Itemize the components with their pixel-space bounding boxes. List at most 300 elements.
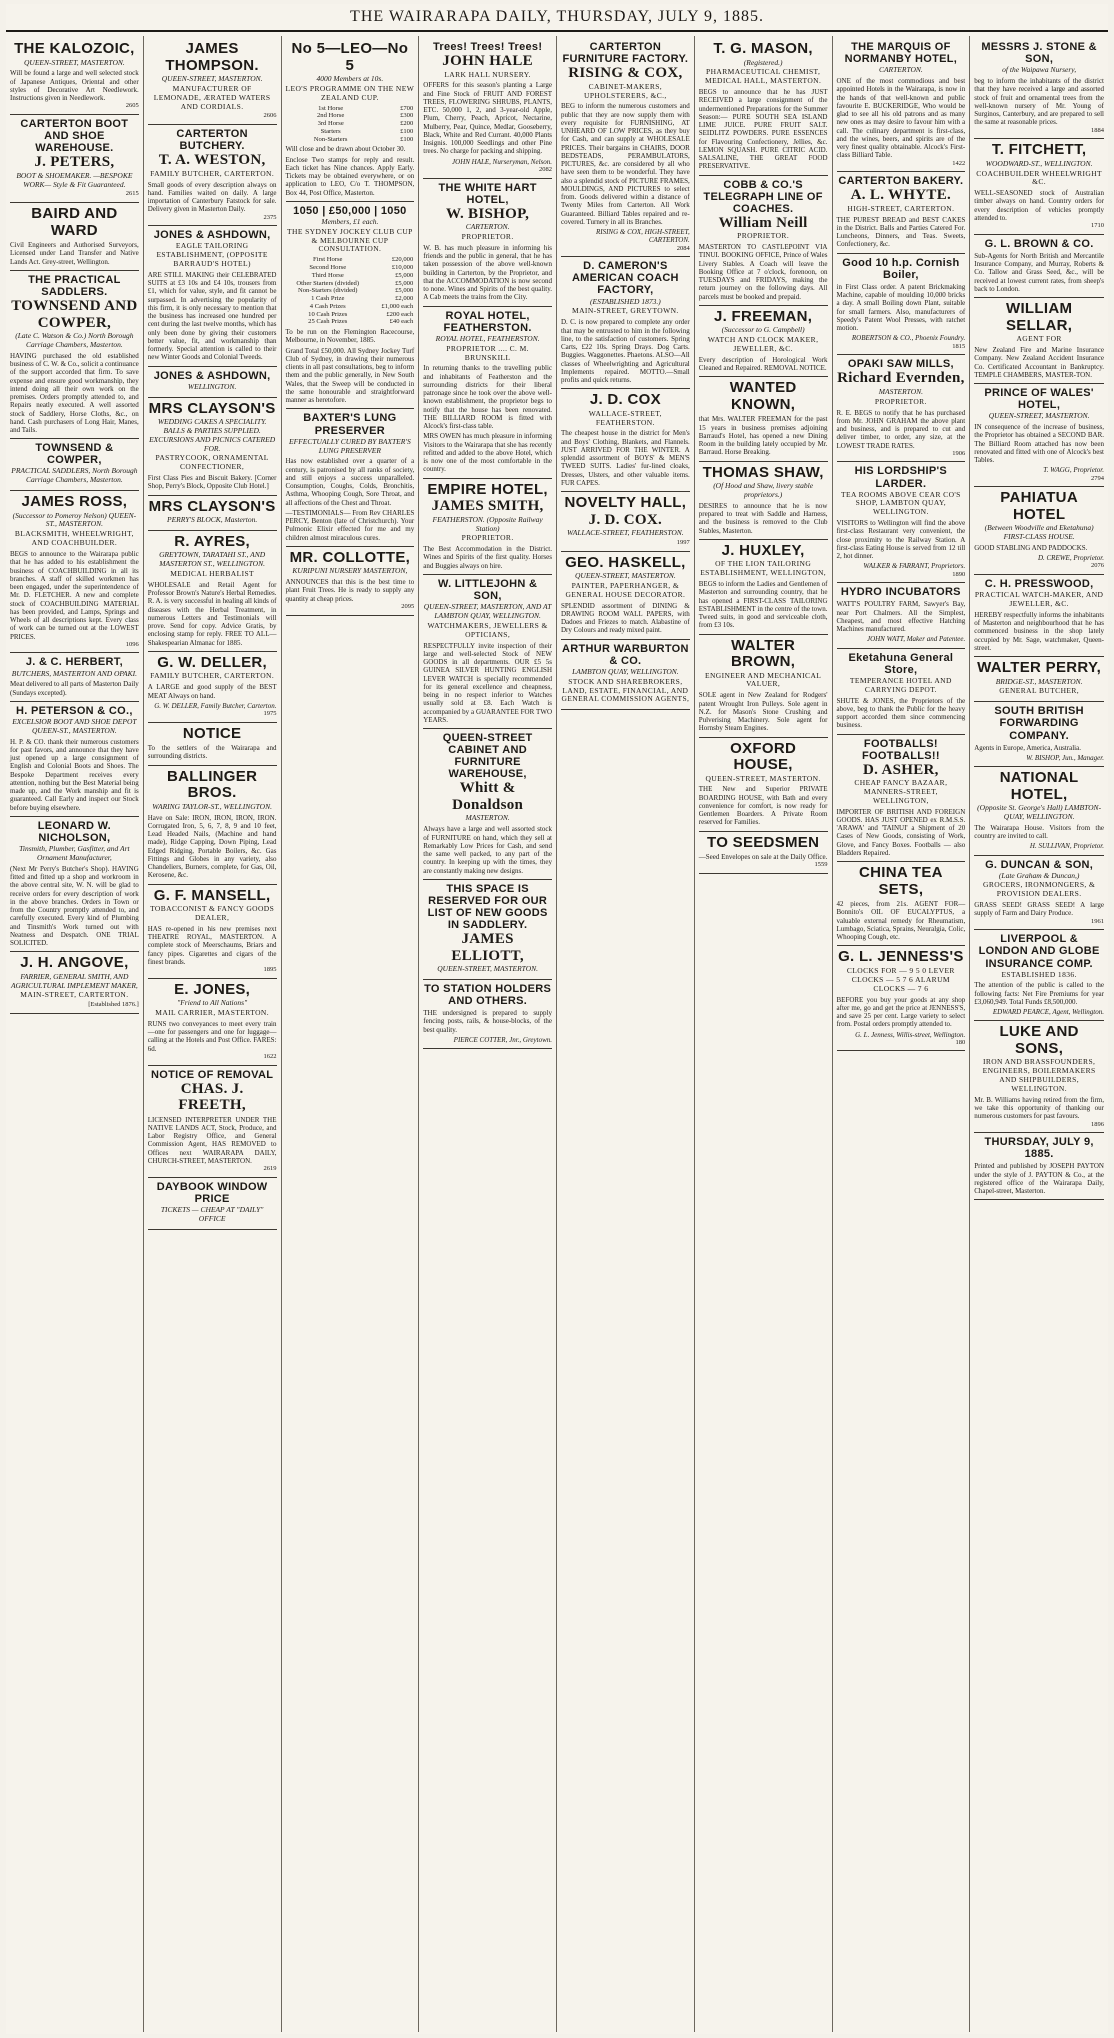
ad-body: that Mrs. WALTER FREEMAN for the past 15 years in business premises adjoining Barraud's Hotel, has opened a new Dining Room in the building lately occupied by Mr. Barraud. Horse Breaking. (698, 415, 828, 457)
ad-caption: OF THE LION TAILORING ESTABLISHMENT, WELLINGTON, (700, 559, 827, 578)
prize-amount: £200 each (386, 310, 414, 318)
ad-subheading: ROYAL HOTEL, FEATHERSTON. (435, 333, 540, 343)
ad-heading: SOUTH BRITISH FORWARDING COMPANY. (994, 705, 1084, 742)
ad-heading: THE PRACTICAL SADDLERS. (28, 273, 121, 298)
prize-amount: £1,000 each (381, 302, 414, 310)
ad-heading: MESSRS J. STONE & SON, (981, 41, 1097, 66)
advertisement (423, 980, 552, 1049)
ad-name: J. PETERS, (34, 154, 115, 171)
ad-body: D. C. is now prepared to complete any order that may be entrusted to him in the following line, to the satisfaction of customers. Spring Carts, £22 10s. Spring Drays. Dog Carts. Buggies. Waggonettes. Phaetons. ALSO—All classes of Wheelwrighting and Agricultural Implements repaired. MOTTO.—Small profits and quick returns. (561, 318, 690, 384)
ad-name: RISING & COX, (568, 65, 683, 82)
ad-subheading: Members, £1 each. (321, 216, 379, 226)
ad-subheading: QUEEN-STREET, MASTERTON, AND AT LAMBTON QUAY, WELLINGTON. (423, 602, 552, 620)
ad-heading: OPAKI SAW MILLS, (847, 358, 954, 371)
ad-subheading: KURIPUNI NURSERY MASTERTON, (292, 566, 408, 576)
prize-row (286, 128, 415, 136)
prize-row (286, 280, 415, 288)
ad-subheading: (Registered.) (743, 57, 783, 67)
advertisement (837, 254, 966, 356)
advertisement (974, 767, 1104, 855)
ad-body: Agents in Europe, America, Australia. (974, 743, 1081, 752)
prize-label: Non-Starters (divided) (297, 287, 358, 295)
advertisement (561, 552, 690, 640)
ad-subheading: QUEEN-STREET, MASTERTON. (574, 571, 676, 581)
prize-row (286, 272, 415, 280)
advertisement (837, 583, 966, 648)
ad-name: D. ASHER, (863, 761, 939, 778)
advertisement (423, 307, 552, 479)
advertisement (423, 479, 552, 575)
ad-heading: CARTERTON BUTCHERY. (176, 128, 248, 153)
advertisement (148, 979, 277, 1066)
advertisement (561, 389, 690, 492)
prize-row (286, 303, 415, 311)
ad-heading: Eketahuna General Store, (848, 651, 954, 676)
ad-subheading: CARTERTON. (878, 65, 923, 75)
ad-number: 1890 (952, 570, 966, 578)
advertisement (699, 540, 828, 635)
ad-body: (Next Mr Perry's Butcher's Shop). HAVING fitted and fitted up a shop and workroom in the above central site, W. N. will be glad to receive orders for every description of work in the above branches. Orders in Town or from the Country promptly attended to, and carefully executed. Every kind of Plumbing and Tinsmith's Work turned out with Neatness and Despatch. ONE TRIAL SOLICITED. (10, 864, 139, 947)
ad-caption: COACHBUILDER WHEELWRIGHT &C. (976, 168, 1102, 187)
ad-caption: LARK HALL NURSERY. (444, 69, 531, 79)
advertisement (699, 176, 828, 306)
ad-heading: WANTED KNOWN, (729, 379, 797, 413)
ad-number: 1096 (125, 640, 139, 648)
ad-heading: EMPIRE HOTEL, (427, 480, 548, 498)
advertisement (837, 735, 966, 863)
ad-caption: LEO'S PROGRAMME ON THE NEW ZEALAND CUP. (285, 83, 415, 102)
ad-name: W. BISHOP, (446, 205, 530, 222)
ad-heading: ROYAL HOTEL, FEATHERSTON. (443, 309, 532, 334)
ad-signature: T. WAGG, Proprietor. (1043, 466, 1104, 475)
advertisement (286, 202, 415, 410)
advertisement (286, 38, 415, 202)
ad-body: BEGS to announce to the Wairarapa public that he has added to his establishment the business of COACHBUILDING in all its branches. A staff of skilled workmen has been engaged, under the superintendence of Mr. D. FLETCHER. A new and complete stock of COACHBUILDING MATERIAL has been provided, and Lamps, Springs and Wheels of all descriptions kept. Every class of work can be turned out at the LOWEST PRICES. (10, 550, 139, 641)
ad-caption: MEDICAL HERBALIST (170, 569, 255, 579)
column-1 (6, 36, 144, 2032)
ad-body: A LARGE and good supply of the BEST MEAT Always on hand. (147, 683, 277, 700)
ad-subheading: QUEEN-STREET, MASTERTON. (23, 57, 125, 67)
ad-subheading: (Successor to G. Campbell) (721, 325, 805, 335)
ad-subheading: EFFECTUALLY CURED BY BAXTER'S LUNG PRESERVER (289, 436, 411, 455)
advertisement (699, 38, 828, 176)
prize-label: 1 Cash Prize (311, 295, 345, 303)
ad-caption: THE SYDNEY JOCKEY CLUB CUP & MELBOURNE CUP CONSULTATION. (287, 226, 413, 254)
ad-signature: D. CREWE, Proprietor. (1037, 554, 1104, 563)
ad-heading: J. & C. HERBERT, (25, 656, 123, 669)
ad-body: THE PUREST BREAD and BEST CAKES in the District. Balls and Parties Catered For. Luncheons, Dinners, and Teas. Sweets, Confectionery, &c. (836, 215, 966, 249)
prize-amount: £40 each (389, 318, 414, 326)
advertisement (837, 38, 966, 172)
ad-caption: GENERAL BUTCHER, (999, 686, 1080, 696)
advertisement (974, 657, 1104, 702)
ad-body: Mr. B. Williams having retired from the firm, we take this opportunity of thanking our numerous customers for past favours. (974, 1095, 1104, 1121)
ad-body: in First Class order. A patent Brickmaking Machine, capable of moulding 10,000 bricks a day. A small Boiling down Plant, suitable for small farmers. Also, manufacturers of Speedy's Patent Wool Presses, with ratchet motion. (836, 282, 966, 333)
ad-subheading: LAMBTON QUAY, WELLINGTON. (572, 666, 679, 676)
ad-body: Have on Sale: IRON, IRON, IRON, IRON. Corrugated Iron, 5, 6, 7, 8, 9 and 10 feet, Lead Headed Nails, (Machine and hand made), Ridge Capping, Down Piping, Lead Edged Ridging, Portable Boilers, &c. Gas Fittings and Globes in any variety, also Chandeliers, Burners, complete, for Gas, Oil, Kerosene, &c. (147, 813, 277, 880)
advertisement (974, 575, 1104, 657)
prize-row (286, 287, 415, 295)
advertisement (974, 702, 1104, 767)
ad-subheading: 4000 Members at 10s. (316, 74, 384, 83)
ad-caption: IRON AND BRASSFOUNDERS, ENGINEERS, BOILERMAKERS AND SHIPBUILDERS, WELLINGTON. (982, 1057, 1096, 1093)
ad-subheading: "Friend to All Nations" (177, 998, 248, 1008)
ad-name: A. L. WHYTE. (850, 187, 952, 204)
ad-caption: MAIN-STREET, GREYTOWN. (572, 306, 679, 316)
prize-amount: £5,000 (395, 279, 414, 287)
ad-caption: PAINTER, PAPERHANGER, & GENERAL HOUSE DECORATOR. (565, 581, 686, 599)
ad-name: Whitt & Donaldson (452, 780, 524, 813)
ad-body: The Best Accommodation in the District. Wines and Spirits of the first quality. Horses and Buggies always on hire. (423, 545, 552, 570)
ad-body: BEG to inform the numerous customers and public that they are now supply them with every requisite for FURNISHING, AT UNHEARD OF LOW PRICES, as they buy for Cash, and can supply at WHOLESALE PRICES. Their bargains in CHAIRS, DOOR BEDSTEADS, PERAMBULATORS, PICTURES, &c. are considered by all who have seen them to be wonderful. They have also a splendid stock of PICTURE FRAMES, MOULDINGS, AND PICTURES to select from. Goods delivered within a distance of Twenty Miles from Carterton. All Work Guaranteed. Billiard Tables repaired and re-covered. Turnery in all its Branches. (561, 102, 690, 226)
ad-number: 2615 (125, 190, 139, 198)
advertisement (423, 575, 552, 729)
ad-body: Sub-Agents for North British and Mercantile Insurance Company, and Murray, Roberts & Co. Tallow and Grass Seed, &c., will be received at lowest current rates, from sheep's back to London. (974, 251, 1104, 293)
ad-name: William Neill (718, 214, 808, 231)
ad-body: R. E. BEGS to notify that he has purchased from Mr. JOHN GRAHAM the above plant and business, and is prepared to cut and deliver timber, to order, any size, at the LOWEST TRADE RATES. (836, 408, 966, 450)
ad-body: RUNS two conveyances to meet every train—one for passengers and one for luggage—calling at the Hotels and Post Office. FARES: 6d. (147, 1019, 277, 1053)
ad-body: SPLENDID assortment of DINING & DRAWING ROOM WALL PAPERS, with Dadoes and Friezes to match. Alabastine of Dry Colours and ready mixed paint. (561, 601, 690, 635)
ad-caption: MAIN-STREET, CARTERTON. (20, 990, 129, 1000)
ad-heading: LIVERPOOL & LONDON AND GLOBE INSURANCE COMP. (978, 933, 1100, 970)
ad-heading: NOVELTY HALL, (564, 494, 687, 512)
ad-body: RESPECTFULLY invite inspection of their large and well-selected Stock of NEW GOODS in all departments. OUR £5 5s GUINEA SILVER HUNTING ENGLISH LEVER WATCH is specially recommended for its general excellence and cheapness, being in no respect inferior to Watches usually sold at £8. Each Watch is accompanied by a GUARANTEE FOR TWO YEARS. (423, 641, 552, 724)
ad-caption: CHEAP FANCY BAZAAR, MANNERS-STREET, WELLINGTON, (854, 778, 948, 805)
prize-label: First Horse (312, 256, 343, 264)
ad-name: CHAS. J. FREETH, (178, 1080, 246, 1114)
ad-caption: MAIL CARRIER, MASTERTON. (155, 1008, 269, 1017)
ad-body: IN consequence of the increase of business, the Proprietor has obtained a SECOND BAR. The Billiard Room attached has now been renovated and fitted with one of Alcock's best Tables. (974, 423, 1104, 465)
ad-subheading: WARING TAYLOR-ST., WELLINGTON. (152, 801, 272, 811)
ad-heading: COBB & CO.'S TELEGRAPH LINE OF COACHES. (703, 178, 823, 215)
ad-subheading: MASTERTON. (465, 813, 510, 823)
ad-heading: CARTERTON FURNITURE FACTORY. (562, 41, 689, 66)
columns-grid (6, 36, 1108, 2032)
ad-number: 1559 (814, 861, 828, 869)
ad-subheading: BRIDGE-ST., MASTERTON. (995, 676, 1083, 686)
ad-body: OFFERS for this season's planting a Large and Fine Stock of FRUIT AND FOREST TREES, FLOWERING SHRUBS, PLANTS, ETC. 50,000 1, 2, and 3-year-old Apple, Plum, Cherry, Peach, Apricot, Nectarine, Mulberry, Pear, Quince, Medlar, Gooseberry, Black, White and Red Currant. 40,000 Plants Insignis. 100,000 Seedlings and other Pine trees. No charge for packing and shipping. (423, 81, 552, 156)
ad-heading: PAHIATUA HOTEL (1000, 489, 1078, 523)
ad-subheading: (Opposite St. George's Hall) LAMBTON-QUAY, WELLINGTON. (977, 803, 1102, 821)
ad-subheading: FARRIER, GENERAL SMITH, AND AGRICULTURAL IMPLEMENT MAKER, (10, 971, 138, 990)
prize-amount: £100 (400, 135, 414, 143)
prize-table (286, 105, 415, 144)
advertisement (10, 702, 139, 817)
ad-heading: CARTERTON BAKERY. (838, 175, 964, 188)
advertisement (974, 384, 1104, 487)
ad-body: To be run on the Flemington Racecourse, Melbourne, in November, 1885. (285, 328, 415, 345)
ad-number: 1906 (952, 449, 966, 457)
ad-heading: ARTHUR WARBURTON & CO. (561, 642, 689, 667)
ad-body-continued: Grand Total £50,000. All Sydney Jockey Turf Club of Sydney, in drawing their numerous clients in all past consultations, beg to inform them and the public generally, in New South Wales, that the Sweep will be conducted in the same honourable and straightforward manner as heretofore. (285, 346, 415, 405)
ad-heading: BAIRD AND WARD (31, 205, 118, 239)
advertisement (974, 487, 1104, 575)
ad-subheading: WEDDING CAKES A SPECIALITY. BALLS & PARTIES SUPPLIED. EXCURSIONS AND PICNICS CATERED FOR. (149, 417, 276, 453)
ad-subheading: (Successor to Pomeroy Nelson) QUEEN-ST., MASTERTON. (12, 510, 137, 529)
prize-row (286, 295, 415, 303)
ad-body: H. P. & CO. thank their numerous customers for past favors, and announce that they have just opened up a large consignment of English and Colonial Boots and Shoes. The Bespoke Department receives every attention, nothing but the Best Material being made up, and the Work manship and fit is guaranteed. Call Early and inspect our Stock before buying elsewhere. (10, 737, 139, 812)
ad-number: 1622 (263, 1052, 277, 1060)
ad-subheading: Tinsmith, Plumber, Gasfitter, and Art Ornament Manufacturer, (19, 844, 130, 862)
column-8 (970, 36, 1108, 2032)
ad-body: The attention of the public is called to the following facts: Net Fire Premiums for year £3,060,949. Total Funds £8,500,000. (974, 981, 1104, 1006)
ad-body: Every description of Horological Work Cleaned and Repaired. REMOVAL NOTICE. (698, 355, 828, 373)
ad-subheading: WELLINGTON. (187, 381, 237, 391)
masthead (6, 4, 1108, 32)
ad-body: W. B. has much pleasure in informing his friends and the public in general, that he has taken possession of the above well-known building in Carterton, by the Proprietor, and that the ACCOMMODATION is now second to none. Wines and Spirits of the best quality. A Cab meets the trains from the City. (423, 243, 552, 302)
advertisement (974, 298, 1104, 384)
prize-label: 25 Cash Prizes (308, 318, 348, 326)
ad-caption: HIGH-STREET, CARTERTON. (847, 203, 955, 213)
advertisement (561, 257, 690, 389)
ad-caption: WATCHMAKERS, JEWELLERS & OPTICIANS, (427, 620, 548, 639)
ad-heading: JAMES ROSS, (21, 493, 128, 511)
ad-caption: EAGLE TAILORING ESTABLISHMENT, (OPPOSITE BARRAUD'S HOTEL) (156, 241, 268, 268)
column-4 (419, 36, 557, 2032)
ad-caption: BLACKSMITH, WHEELWRIGHT, AND COACHBUILDER. (14, 529, 134, 548)
ad-caption: AGENT FOR (1016, 334, 1062, 344)
ad-heading: THIS SPACE IS RESERVED FOR OUR LIST OF NEW GOODS IN SADDLERY. (427, 882, 548, 932)
ad-heading: BAXTER'S LUNG PRESERVER (303, 412, 397, 437)
ad-heading: H. PETERSON & CO., (16, 704, 133, 717)
ad-body: The cheapest house in the district for Men's and Boys' Clothing, Blankets, and Flannels. JUST ARRIVED FOR THE WINTER. A splendid assortment of BOYS' & MEN'S TWEED SUITS. Ladies' fur-lined cloaks, Dresses, Ulsters, and other valuable items. FUR CAPES. (561, 429, 690, 487)
advertisement (423, 179, 552, 307)
ad-subheading: WOODWARD-ST., WELLINGTON. (985, 158, 1093, 168)
advertisement (148, 1066, 277, 1178)
advertisement (148, 226, 277, 366)
ad-heading: J. H. ANGOVE, (20, 954, 129, 972)
ad-subheading: BUTCHERS, MASTERTON AND OPAKI. (11, 668, 137, 678)
ad-number: 1975 (263, 710, 277, 718)
advertisement (148, 885, 277, 979)
ad-signature: EDWARD PEARCE, Agent, Wellington. (992, 1008, 1104, 1017)
advertisement (974, 38, 1104, 139)
ad-caption: QUEEN-STREET, MASTERTON. (705, 773, 821, 783)
ad-body: HAS re-opened in his new premises next THEATRE ROYAL, MASTERTON. A complete stock of Meerschaums, Briars and fancy pipes. Cigarettes and cigars of the finest brands. (147, 924, 277, 966)
ad-subheading: WALLACE-STREET, FEATHERSTON. (567, 528, 684, 538)
prize-label: Second Horse (309, 264, 347, 272)
ad-heading: NATIONAL HOTEL, (999, 769, 1079, 803)
prize-row (286, 264, 415, 272)
ad-body: VISITORS to Wellington will find the above first-class Restaurant very convenient, the close proximity to the Railway Station. A first-class Eating House is served from 12 till 2, hot dinner. (836, 519, 966, 561)
ad-body: GOOD STABLING AND PADDOCKS. (974, 543, 1088, 552)
advertisement (974, 139, 1104, 235)
ad-caption: STOCK AND SHAREBROKERS, LAND, ESTATE, FINANCIAL, AND GENERAL COMMISSION AGENTS, (561, 676, 690, 704)
ad-number: 2619 (263, 1165, 277, 1173)
ad-heading: C. H. PRESSWOOD, (984, 578, 1094, 591)
advertisement (148, 496, 277, 531)
ad-heading: LEONARD W. NICHOLSON, (37, 819, 112, 844)
advertisement (10, 38, 139, 115)
prize-row (286, 256, 415, 264)
advertisement (286, 547, 415, 616)
ad-body: BEFORE you buy your goods at any shop after me, go and get the price at JENNESS'S, and save 25 per cent. Large variety to select from. Postal orders promptly attended to. (836, 995, 966, 1029)
ad-caption: PROPRIETOR. (461, 533, 514, 543)
ad-number: 1422 (952, 159, 966, 167)
prize-row (286, 311, 415, 319)
ad-heading: WILLIAM SELLAR, (1005, 300, 1073, 334)
prize-label: Third Horse (311, 271, 344, 279)
ad-body: Civil Engineers and Authorised Surveyors, Licensed under Land Transfer and Native Lands Act. Grey-street, Wellington. (10, 241, 139, 266)
ad-name: JAMES ELLIOTT, (451, 931, 524, 964)
ad-body: Printed and published by JOSEPH PAYTON under the style of J. PAYTON & Co., at the registered office of the Wairarapa Daily, Chapel-street, Masterton. (974, 1162, 1104, 1196)
ad-body-continued: MRS OWEN has much pleasure in informing Visitors to the Wairarapa that she has recently refitted and added to the above Hotel, which is now one of the most comfortable in the country. (423, 432, 552, 474)
prize-amount: £5,000 (395, 271, 414, 279)
ad-heading: JAMES THOMPSON. (165, 40, 259, 74)
ad-number: 180 (955, 1038, 966, 1046)
ad-number: 1997 (676, 539, 690, 547)
ad-body: HEREBY respectfully informs the inhabitants of Masterton and neighbourhood that he has commenced business in the shop lately occupied by Mr. Sage, watchmaker, Queen-street. (974, 610, 1104, 652)
advertisement (837, 649, 966, 735)
ad-heading: LUKE AND SONS, (999, 1023, 1079, 1057)
ad-signature: JOHN WATT, Maker and Patentee. (866, 635, 966, 644)
advertisement (148, 38, 277, 125)
ad-caption: TEMPERANCE HOTEL AND CARRYING DEPOT. (849, 675, 952, 694)
ad-body: MASTERTON TO CASTLEPOINT VIA TINUI. BOOKING OFFICE, Prince of Wales Livery Stables. A Coach will leave the Booking Office at 7 o'clock, forenoon, on TUESDAYS and FRIDAYS, making the return journey on the following days. All parcels must be booked and prepaid. (698, 243, 828, 301)
ad-heading: OXFORD HOUSE, (730, 739, 797, 773)
prize-label: 4 Cash Prizes (309, 302, 346, 310)
advertisement (10, 203, 139, 271)
advertisement (148, 367, 277, 398)
ad-heading: CHINA TEA SETS, (858, 864, 943, 898)
ad-subheading: QUEEN-STREET, MASTERTON. (988, 411, 1090, 421)
ad-subheading: (Between Woodville and Eketahuna) FIRST-CLASS HOUSE. (984, 523, 1094, 542)
ad-subheading: TICKETS — CHEAP AT "DAILY" OFFICE (160, 1204, 264, 1223)
ad-heading: CARTERTON BOOT AND SHOE WAREHOUSE. (20, 118, 129, 155)
prize-amount: £700 (400, 104, 414, 112)
ad-body: LICENSED INTERPRETER UNDER THE NATIVE LANDS ACT, Stock, Produce, and Labor Registry Office, and General Commission Agent, HAS REMOVED to Offices next WAIRARAPA DAILY, CHURCH-STREET, MASTERTON. (147, 1115, 277, 1165)
ad-heading: W. LITTLEJOHN & SON, (438, 577, 538, 603)
ad-body: HAVING purchased the old established business of C. W. & Co., solicit a continuance of the support accorded that firm. To save expense and ensure good workmanship, they intend doing all their own work on the premises. Orders promptly attended to, and Repairs neatly executed. A well assorted stock of Saddlery, Horse Cloths, &c., on hand. Cash purchasers of Long Hair, Manes, and Tails. (10, 351, 139, 434)
page-title: THE WAIRARAPA DAILY, THURSDAY, JULY 9, 1885. (350, 8, 764, 25)
ad-body: ANNOUNCES that this is the best time to plant Fruit Trees. He is ready to supply any quantity at cheap prices. (285, 578, 415, 603)
ad-body: BEGS to announce that he has JUST RECEIVED a large consignment of the undermentioned Preparations for the Summer Season:— PURE SOUTH SEA ISLAND LIME JUICE. PURE FRUIT SALT. SEIDLITZ POWDERS. PURE ESSENCES for Flavouring Confectionery, Jellies, &c. LEMON SQUASH. PURE CITRIC ACID. SALSALINE, THE GREAT FOOD PRESERVATIVE. (698, 88, 828, 171)
advertisement (148, 766, 277, 885)
ad-number: 1710 (1091, 222, 1104, 230)
ad-subheading: (Late Graham & Duncan,) (998, 870, 1080, 880)
advertisement (974, 930, 1104, 1021)
advertisement (10, 271, 139, 439)
ad-caption: PROPRIETOR. (874, 396, 927, 406)
advertisement (148, 398, 277, 496)
advertisement (974, 1021, 1104, 1133)
ad-name: TOWNSEND AND COWPER, (11, 298, 138, 331)
ad-body: In returning thanks to the travelling public and inhabitants of Featherston and the surrounding districts for their liberal patronage since he took over the above well-known establishment, the proprietor begs to notify that the house has been renovated. THE BILLIARD ROOM is fitted with Alcock's first-class table. (423, 364, 552, 431)
ad-heading: JONES & ASHDOWN, (153, 229, 271, 242)
ad-subheading: QUEEN-STREET, MASTERTON. (161, 74, 263, 83)
ad-body: DESIRES to announce that he is now prepared to treat with Saddle and Harness, and the business is removed to the Club Stables, Masterton. (698, 501, 828, 535)
prize-row (286, 120, 415, 128)
ad-heading: MRS CLAYSON'S (148, 497, 276, 515)
ad-heading: G. L. JENNESS'S (838, 948, 964, 966)
advertisement (699, 306, 828, 378)
ad-caption: GROCERS, IRONMONGERS, & PROVISION DEALERS. (983, 880, 1096, 899)
advertisement (837, 462, 966, 583)
advertisement (974, 235, 1104, 298)
ad-heading: BALLINGER BROS. (167, 767, 258, 802)
ad-number: 2794 (1091, 474, 1104, 482)
ad-body: SOLE agent in New Zealand for Rodgers' patent Wrought Iron Pulleys. Sole agent in N.Z. for Mason's Stone Crushing and Pulverising Machinery. Sole agent for Hornsby Steam Engines. (698, 691, 828, 733)
ad-heading: WALTER PERRY, (977, 659, 1102, 677)
advertisement (561, 640, 690, 711)
ad-caption: FAMILY BUTCHER, CARTERTON. (150, 168, 275, 178)
ad-signature: PIERCE COTTER, Jnr., Greytown. (453, 1035, 552, 1044)
ad-heading: T. G. MASON, (713, 40, 813, 57)
advertisement (148, 652, 277, 723)
ad-subheading: of the Waipawa Nursery, (1002, 65, 1077, 75)
ad-heading: THURSDAY, JULY 9, 1885. (984, 1136, 1094, 1161)
ad-caption: PASTRYCOOK, ORNAMENTAL CONFECTIONER, (155, 453, 269, 472)
ad-body: Will close and be drawn about October 30. (285, 145, 406, 154)
ad-subheading: PERRY'S BLOCK, Masterton. (167, 515, 258, 525)
ad-body: WHOLESALE and Retail Agent for Professor Brown's Nature's Herbal Remedies. R. A. is very successful in healing all kinds of diseases with the Herbal Treatment, in numerous Letters and Testimonials will prove. Send for copy. Advice Gratis, by enclosing stamp for reply. FREE TO ALL—Shakespearian Almanac for 1885. (147, 580, 277, 647)
advertisement (561, 492, 690, 552)
ad-subheading: (Of Hood and Shaw, livery stable proprietors.) (713, 481, 814, 500)
ad-body-continued: Enclose Two stamps for reply and result. Each ticket has Nine chances. Apply Early. Tickets may be obtained everywhere, or on application to LEO, C/o T. THOMPSON, Box 44, Post Office, Masterton. (285, 155, 415, 197)
ad-heading: GEO. HASKELL, (565, 553, 686, 571)
ad-caption: PRACTICAL WATCH-MAKER, AND JEWELLER, &C. (974, 590, 1104, 609)
advertisement (10, 115, 139, 203)
advertisement (10, 653, 139, 701)
prize-label: Other Starters (divided) (296, 279, 360, 287)
ad-heading: THE KALOZOIC, (14, 40, 135, 57)
ad-heading: D. CAMERON'S AMERICAN COACH FACTORY, (571, 260, 679, 297)
ad-heading: JONES & ASHDOWN, (153, 369, 271, 382)
ad-caption: CABINET-MAKERS, UPHOLSTERERS, &C., (584, 81, 667, 100)
ad-body: BEGS to inform the Ladies and Gentlemen of Masterton and surrounding country, that he has opened a FIRST-CLASS TAILORING ESTABLISHMENT in the centre of the town. Tweed suits, in good and serviceable cloth, from £3 10s. (698, 580, 828, 630)
ad-body: Meat delivered to all parts of Masterton Daily (Sundays excepted). (10, 680, 139, 697)
ad-number: 1884 (1091, 126, 1104, 134)
prize-label: 10 Cash Prizes (308, 310, 348, 318)
ad-body: WATT'S POULTRY FARM, Sawyer's Bay, near Port Chalmers. All the Simplest, Cheapest, and most effective Hatching Machines manufactured. (836, 600, 966, 634)
ad-subheading: BOOT & SHOEMAKER. —BESPOKE WORK— Style & Fit Guaranteed. (16, 170, 133, 189)
ad-subheading: CARTERTON. (465, 222, 510, 232)
ad-heading: R. AYRES, (174, 532, 251, 550)
ad-number: [Established 1876.] (88, 1001, 139, 1009)
column-5 (557, 36, 695, 2032)
ad-body: 42 pieces, from 21s. AGENT FOR—Bonnito's OIL OF EUCALYPTUS, a valuable external remedy for Rheumatism, Lumbago, Sciatica, Sprains, Neuralgia, Colic, Whooping Cough, etc. (836, 900, 966, 942)
ad-heading: WALTER BROWN, (730, 636, 796, 671)
advertisement (423, 38, 552, 179)
advertisement (286, 409, 415, 546)
ad-caption: TEA ROOMS ABOVE CEAR CO'S SHOP, LAMBTON QUAY, WELLINGTON. (841, 489, 961, 517)
ad-number: 1895 (263, 966, 277, 973)
ad-heading: MR. COLLOTTE, (289, 548, 411, 566)
ad-heading: NOTICE OF REMOVAL (151, 1068, 274, 1081)
column-3 (282, 36, 420, 2032)
prize-amount: £2,000 (395, 295, 414, 303)
newspaper-page (6, 4, 1108, 2034)
prize-label: 2nd Horse (317, 112, 345, 120)
advertisement (699, 738, 828, 832)
advertisement (423, 729, 552, 880)
advertisement (10, 817, 139, 952)
ad-body: New Zealand Fire and Marine Insurance Company. New Zealand Accident Insurance Co. Certificated Accountant in Bankruptcy. TEMPLE CHAMBERS, MASTER-TON. (974, 346, 1104, 379)
ad-heading: No 5—LEO—No 5 (291, 40, 409, 74)
prize-amount: £5,000 (395, 287, 414, 295)
ad-heading: TO SEEDSMEN (707, 833, 820, 851)
ad-body: ONE of the most commodious and best appointed Hotels in the Wairarapa, is now in the hands of that well-known and public favourite E. BUCKERIDGE, Who would be glad to see all his old patrons and as many new ones as may desire to favour him with a call. The culinary department is first-class, and the wines, beers, and spirits are of the very finest quality obtainable. Alcock's First-class Billiard Table. (836, 77, 966, 160)
advertisement (148, 125, 277, 226)
prize-amount: £100 (400, 127, 414, 135)
ad-subheading: MASTERTON. (878, 386, 923, 396)
ad-caption: CLOCKS FOR — 9 5 0 LEVER CLOCKS — 5 7 6 ALARUM CLOCKS — 7 6 (846, 965, 955, 993)
ad-number: 2082 (539, 165, 552, 173)
ad-subheading: FEATHERSTON. (Opposite Railway Station) (432, 514, 543, 533)
ad-name: JAMES SMITH, (431, 498, 544, 515)
ad-body: THE undersigned is prepared to supply fencing posts, rails, & house-blocks, of the best quality. (423, 1009, 552, 1034)
ad-heading: HIS LORDSHIP'S LARDER. (854, 465, 948, 490)
